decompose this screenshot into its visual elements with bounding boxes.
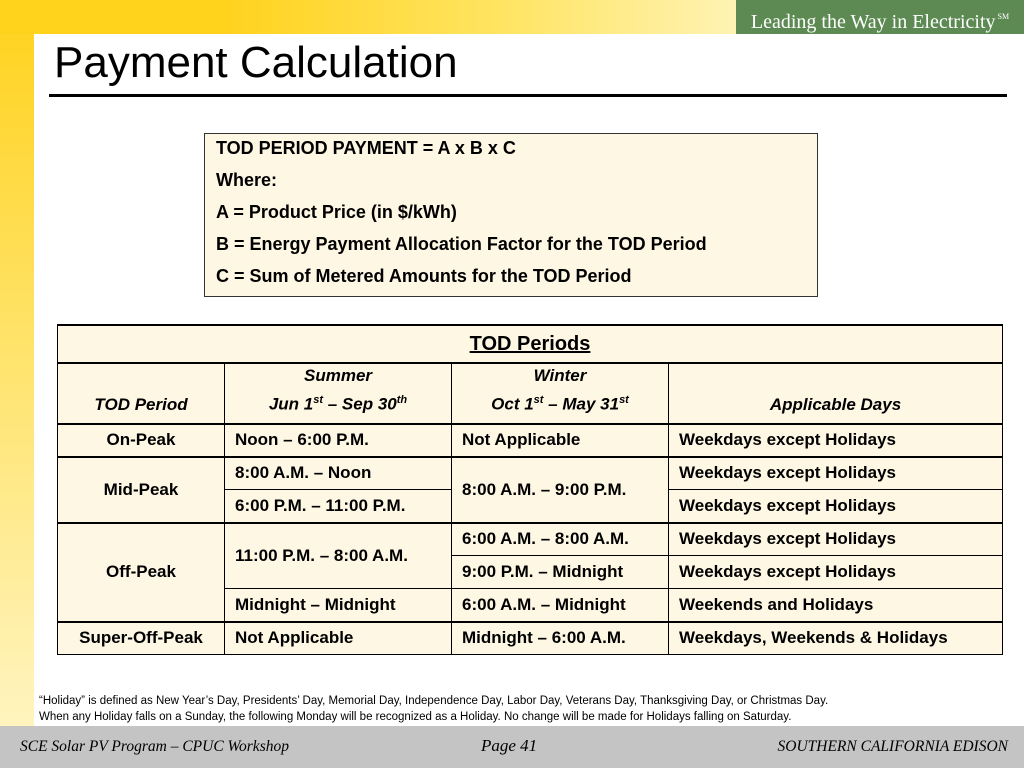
- header-summer: Summer Jun 1st – Sep 30th: [225, 363, 452, 424]
- cell-days: Weekdays except Holidays: [669, 424, 1003, 457]
- cell-days: Weekdays, Weekends & Holidays: [669, 622, 1003, 655]
- cell-days: Weekdays except Holidays: [669, 490, 1003, 523]
- footnote-line: When any Holiday falls on a Sunday, the following Monday will be recognized as a Holiday. No change will be made for Holidays falling on Saturday.: [39, 711, 792, 723]
- brand-tagline: [736, 0, 1024, 34]
- footnote-line: “Holiday” is defined as New Year’s Day, Presidents’ Day, Memorial Day, Independence Day, Labor Day, Veterans Day, Thanksgiving Day, or Christmas Day.: [39, 695, 829, 707]
- formula-line: A = Product Price (in $/kWh): [216, 202, 457, 222]
- formula-box: [204, 133, 818, 297]
- period-super-off-peak: Super-Off-Peak: [58, 622, 225, 655]
- header-applicable-days: Applicable Days: [669, 363, 1003, 424]
- table-row: [58, 622, 1003, 655]
- cell-days: Weekdays except Holidays: [669, 556, 1003, 589]
- cell-winter: 9:00 P.M. – Midnight: [452, 556, 669, 589]
- cell-winter: 6:00 A.M. – 8:00 A.M.: [452, 523, 669, 556]
- period-on-peak: On-Peak: [58, 424, 225, 457]
- cell-winter: 6:00 A.M. – Midnight: [452, 589, 669, 622]
- table-caption: TOD Periods: [58, 325, 1003, 363]
- formula-line: TOD PERIOD PAYMENT = A x B x C: [216, 138, 516, 158]
- page-title: Payment Calculation: [54, 38, 458, 87]
- table-caption-row: [58, 325, 1003, 363]
- cell-summer: Not Applicable: [225, 622, 452, 655]
- cell-winter: Midnight – 6:00 A.M.: [452, 622, 669, 655]
- cell-days: Weekdays except Holidays: [669, 523, 1003, 556]
- brand-tagline-text: Leading the Way in Electricity: [750, 11, 996, 33]
- cell-winter: Not Applicable: [452, 424, 669, 457]
- cell-summer: Noon – 6:00 P.M.: [225, 424, 452, 457]
- footer-company: SOUTHERN CALIFORNIA EDISON: [777, 738, 1008, 755]
- cell-summer: Midnight – Midnight: [225, 589, 452, 622]
- table-header-row: [58, 363, 1003, 424]
- period-off-peak: Off-Peak: [58, 523, 225, 622]
- cell-winter: 8:00 A.M. – 9:00 P.M.: [452, 457, 669, 523]
- period-mid-peak: Mid-Peak: [58, 457, 225, 523]
- header-tod-period: TOD Period: [58, 363, 225, 424]
- formula-line: B = Energy Payment Allocation Factor for the TOD Period: [216, 234, 707, 254]
- cell-days: Weekends and Holidays: [669, 589, 1003, 622]
- slide-footer: [0, 726, 1024, 768]
- top-accent-bar: [0, 0, 736, 34]
- footer-program: SCE Solar PV Program – CPUC Workshop: [20, 738, 289, 755]
- table-row: [58, 424, 1003, 457]
- holiday-footnote: [39, 693, 828, 725]
- title-divider: [49, 94, 1007, 97]
- formula-line: C = Sum of Metered Amounts for the TOD Period: [216, 266, 632, 286]
- table-row: [58, 523, 1003, 556]
- cell-summer: 6:00 P.M. – 11:00 P.M.: [225, 490, 452, 523]
- tod-periods-table: [57, 324, 1003, 655]
- cell-summer: 8:00 A.M. – Noon: [225, 457, 452, 490]
- formula-line: Where:: [216, 170, 278, 190]
- service-mark: SM: [997, 12, 1010, 21]
- cell-summer: 11:00 P.M. – 8:00 A.M.: [225, 523, 452, 589]
- left-accent-bar: [0, 0, 34, 726]
- footer-page-number: Page 41: [481, 736, 538, 755]
- table-row: [58, 457, 1003, 490]
- cell-days: Weekdays except Holidays: [669, 457, 1003, 490]
- header-winter: Winter Oct 1st – May 31st: [452, 363, 669, 424]
